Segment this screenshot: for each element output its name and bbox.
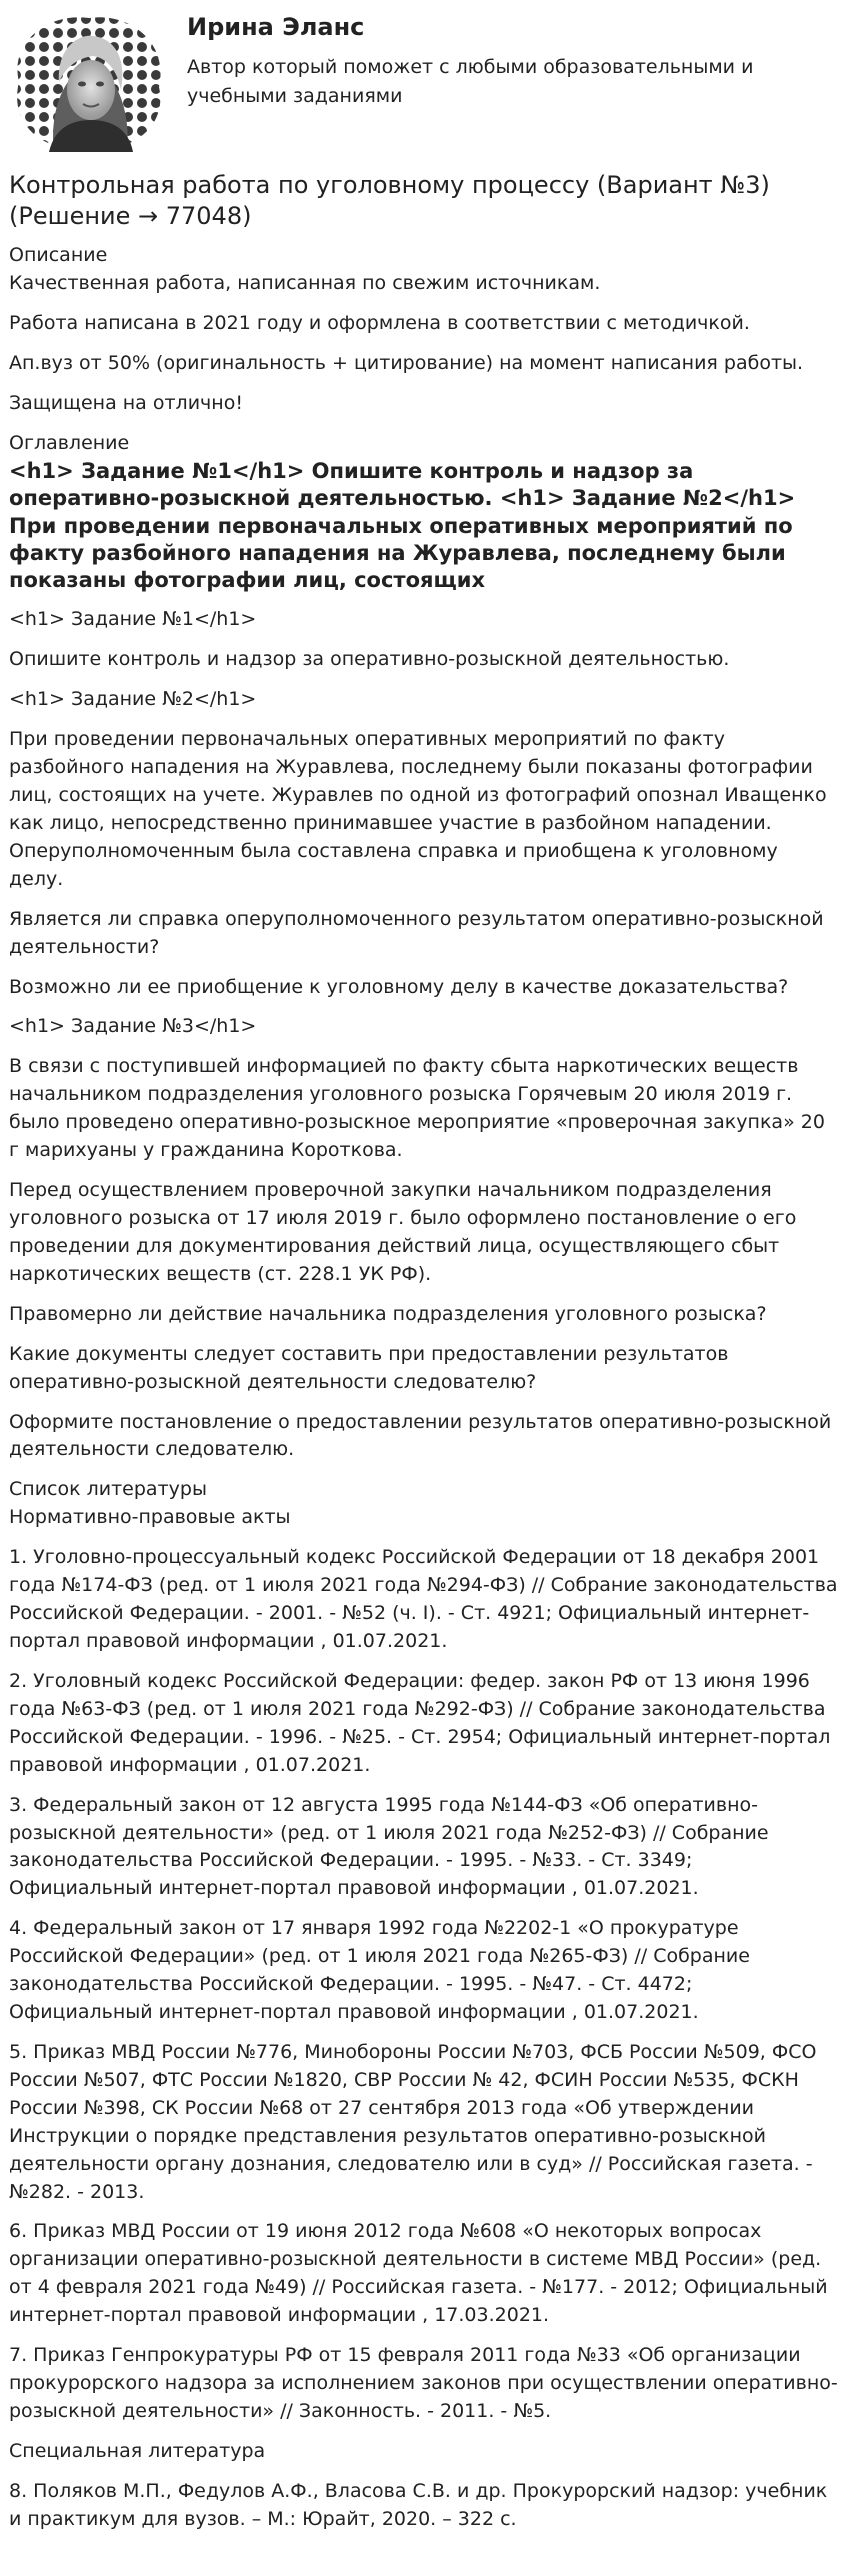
task-1-heading: <h1> Задание №1</h1>: [9, 608, 257, 631]
legal-acts-label: Нормативно-правовые акты: [9, 1506, 291, 1529]
task-3-heading: <h1> Задание №3</h1>: [9, 1015, 257, 1038]
literature-section: [9, 1476, 838, 2533]
task-1-text: Опишите контроль и надзор за оперативно-розыскной деятельностью.: [9, 648, 730, 671]
literature-item: 1. Уголовно-процессуальный кодекс Российской Федерации от 18 декабря 2001 года №174-ФЗ (ред. от 1 июля 2021 года №294-ФЗ) // Собрание законодательства Российской Федерации. - 2001. - №52 (ч. I). - Ст. 4921; Официальный интернет-портал правовой информации , 01.07.2021.: [9, 1546, 838, 1652]
description-paragraph: Качественная работа, написанная по свежим источникам.: [9, 272, 601, 295]
toc-heading: <h1> Задание №1</h1> Опишите контроль и надзор за оперативно-розыскной деятельностью. <h1> Задание №2</h1> При проведении первоначальных оперативных мероприятий по факту разбойного нападения на Журавлева, последнему были показаны фотографии лиц, состоящих: [9, 458, 796, 593]
task-2-question: Является ли справка оперуполномоченного результатом оперативно-розыскной деятельности?: [9, 907, 824, 958]
task-3-text: В связи с поступившей информацией по факту сбыта наркотических веществ начальником подразделения уголовного розыска Горячевым 20 июля 2019 г. было проведено оперативно-розыскное мероприятие «проверочная закупка» 20 г марихуаны у гражданина Короткова.: [9, 1055, 825, 1162]
literature-item: 3. Федеральный закон от 12 августа 1995 года №144-ФЗ «Об оперативно-розыскной деятельности» (ред. от 1 июля 2021 года №252-ФЗ) // Собрание законодательства Российской Федерации. - 1995. - №33. - Ст. 3349; Официальный интернет-портал правовой информации , 01.07.2021.: [9, 1793, 769, 1900]
literature-item: 4. Федеральный закон от 17 января 1992 года №2202-1 «О прокуратуре Российской Федерации» (ред. от 1 июля 2021 года №265-ФЗ) // Собрание законодательства Российской Федерации. - 1995. - №47. - Ст. 4472; Официальный интернет-портал правовой информации , 01.07.2021.: [9, 1917, 750, 2024]
author-info: [167, 12, 838, 110]
literature-item: 6. Приказ МВД России от 19 июня 2012 года №608 «О некоторых вопросах организации оперативно-розыскной деятельности в системе МВД России» (ред. от 4 февраля 2021 года №49) // Российская газета. - №177. - 2012; Официальный интернет-портал правовой информации , 17.03.2021.: [9, 2220, 828, 2327]
author-avatar[interactable]: [9, 12, 167, 152]
author-card: [9, 0, 838, 152]
literature-item: 5. Приказ МВД России №776, Минобороны России №703, ФСБ России №509, ФСО России №507, ФТС России №1820, СВР России № 42, ФСИН России №535, ФСКН России №398, СК России №68 от 27 сентября 2013 года «Об утверждении Инструкции о порядке представления результатов оперативно-розыскной деятельности органу дознания, следователю или в суд» // Российская газета. - №282. - 2013.: [9, 2040, 817, 2203]
task-3-text: Перед осуществлением проверочной закупки начальником подразделения уголовного розыска от 17 июля 2019 г. было оформлено постановление о его проведении для документирования действий лица, осуществляющего сбыт наркотических веществ (ст. 228.1 УК РФ).: [9, 1179, 797, 1285]
toc-label: Оглавление: [9, 431, 130, 454]
task-2-heading: <h1> Задание №2</h1>: [9, 688, 257, 711]
author-name[interactable]: Ирина Эланс: [187, 13, 365, 41]
literature-item: 2. Уголовный кодекс Российской Федерации: федер. закон РФ от 13 июня 1996 года №63-ФЗ (ред. от 1 июля 2021 года №292-ФЗ) // Собрание законодательства Российской Федерации. - 1996. - №25. - Ст. 2954; Официальный интернет-портал правовой информации , 01.07.2021.: [9, 1669, 831, 1776]
special-literature-label: Специальная литература: [9, 2439, 266, 2462]
task-2-text: При проведении первоначальных оперативных мероприятий по факту разбойного нападения на Журавлева, последнему были показаны фотографии лиц, состоящих на учете. Журавлев по одной из фотографий опознал Иващенко как лицо, непосредственно принимавшее участие в разбойном нападении. Оперуполномоченным была составлена справка и приобщена к уголовному делу.: [9, 728, 827, 890]
task-2-question: Возможно ли ее приобщение к уголовному делу в качестве доказательства?: [9, 975, 789, 998]
description-section: [9, 242, 838, 418]
author-description: Автор который поможет с любыми образовательными и учебными заданиями: [187, 56, 754, 107]
task-3-question: Какие документы следует составить при предоставлении результатов оперативно-розыскной деятельности следователю?: [9, 1342, 729, 1393]
description-label: Описание: [9, 244, 108, 267]
literature-item: 8. Поляков М.П., Федулов А.Ф., Власова С.В. и др. Прокурорский надзор: учебник и практикум для вузов. – М.: Юрайт, 2020. – 322 с.: [9, 2479, 828, 2530]
work-title: Контрольная работа по уголовному процессу (Вариант №3) (Решение → 77048): [9, 171, 770, 231]
toc-section: [9, 430, 838, 1464]
literature-label: Список литературы: [9, 1478, 207, 1501]
literature-item: 7. Приказ Генпрокуратуры РФ от 15 февраля 2011 года №33 «Об организации прокурорского надзора за исполнением законов при осуществлении оперативно-розыскной деятельности» // Законность. - 2011. - №5.: [9, 2344, 838, 2423]
task-3-question: Оформите постановление о предоставлении результатов оперативно-розыскной деятельности следователю.: [9, 1410, 832, 1461]
task-3-question: Правомерно ли действие начальника подразделения уголовного розыска?: [9, 1302, 767, 1325]
description-paragraph: Работа написана в 2021 году и оформлена в соответствии с методичкой.: [9, 312, 750, 335]
description-paragraph: Защищена на отлично!: [9, 392, 243, 415]
author-photo-icon: [9, 12, 167, 152]
description-paragraph: Ап.вуз от 50% (оригинальность + цитирование) на момент написания работы.: [9, 352, 804, 375]
